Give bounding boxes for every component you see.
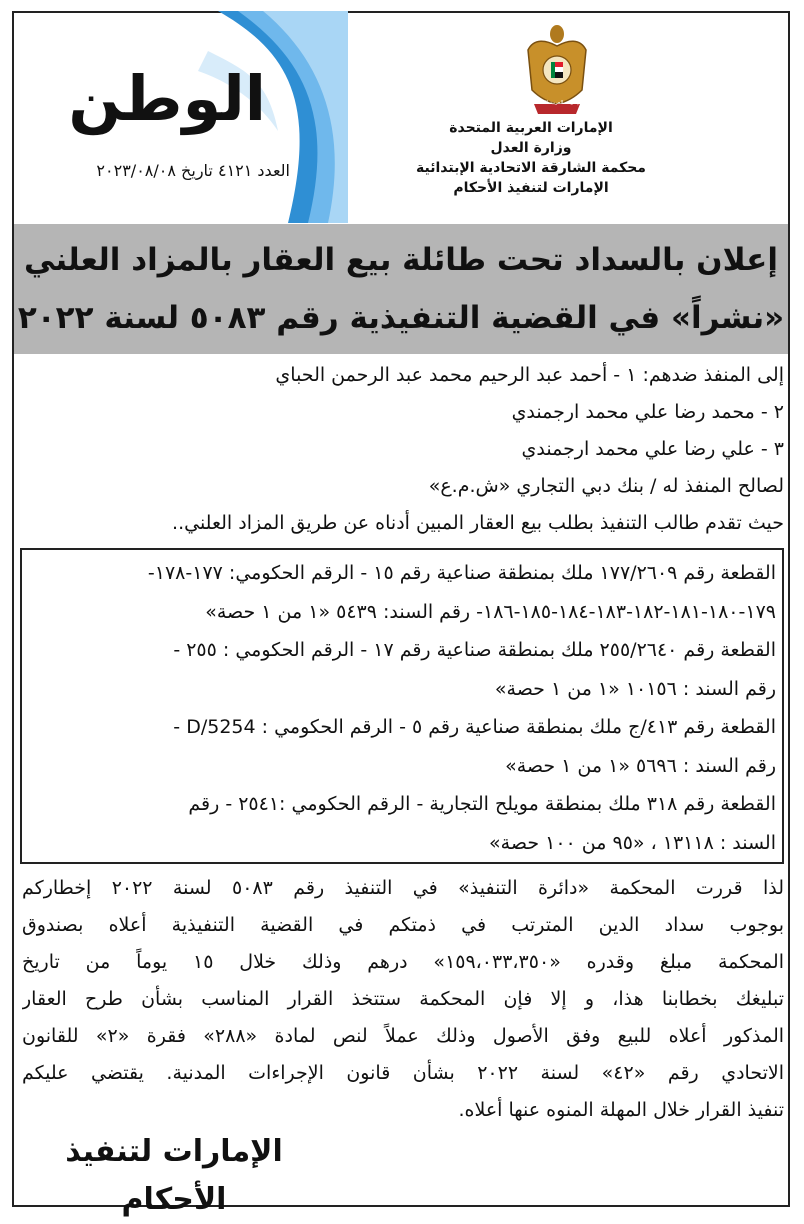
recipient-line: ٣ - علي رضا علي محمد ارجمندي [521, 438, 784, 460]
title-band [14, 224, 788, 354]
court-name: محكمة الشارقة الاتحادية الإبتدائية [416, 160, 646, 176]
issue-number-date: العدد ٤١٢١ تاريخ ٢٠٢٣/٠٨/٠٨ [96, 161, 290, 180]
recipients-block [22, 357, 784, 542]
court-header [410, 118, 652, 198]
property-line: القطعة رقم ٣١٨ ملك بمنطقة مويلح التجارية - الرقم الحكومي :٢٥٤١ - رقم [188, 793, 776, 815]
decision-line: تبليغك بخطابنا هذا، و إلا فإن المحكمة ستتخذ القرار المناسب بشأن طرح العقار [22, 988, 784, 1010]
emblem-caption: الإمارات العربية المتحدة [532, 100, 582, 106]
beneficiary-line: لصالح المنفذ له / بنك دبي التجاري «ش.م.ع» [428, 475, 784, 497]
signature-authority: الإمارات لتنفيذ الأحكام [65, 1134, 283, 1217]
decision-line: المحكمة مبلغ وقدره «١٥٩،٠٣٣،٣٥٠» درهم وذلك خلال ١٥ يوماً من تاريخ [22, 951, 784, 973]
country-name: الإمارات العربية المتحدة [449, 120, 613, 136]
decision-paragraph [22, 870, 784, 1129]
decision-line: بوجوب سداد الدين المترتب في ذمتكم في القضية التنفيذية أعلاه بصندوق [22, 914, 784, 936]
announcement-title: إعلان بالسداد تحت طائلة بيع العقار بالمزاد العلني [24, 242, 778, 278]
newspaper-logo: الوطن [68, 62, 266, 135]
property-line: القطعة رقم ٤١٣/ج ملك بمنطقة صناعية رقم ٥ - الرقم الحكومي : D/5254 - [173, 716, 776, 738]
request-line: حيث تقدم طالب التنفيذ بطلب بيع العقار المبين أدناه عن طريق المزاد العلني.. [172, 512, 784, 534]
property-details-box [20, 548, 784, 864]
case-title: «نشراً» في القضية التنفيذية رقم ٥٠٨٣ لسنة ٢٠٢٢ [17, 300, 785, 336]
enforcement-authority: الإمارات لتنفيذ الأحكام [453, 180, 609, 196]
decision-line: المذكور أعلاه للبيع وفق الأصول وذلك عملاً لنص لمادة «٢٨٨» فقرة «٢» للقانون [22, 1025, 784, 1047]
property-line: رقم السند : ١٠١٥٦ «١ من ١ حصة» [494, 677, 776, 700]
recipient-line: إلى المنفذ ضدهم: ١ - أحمد عبد الرحيم محمد عبد الرحمن الحباي [275, 364, 784, 386]
decision-line: الاتحادي رقم «٤٢» لسنة ٢٠٢٢ بشأن قانون الإجراءات المدنية. يقتضي عليكم [22, 1062, 784, 1084]
ministry-name: وزارة العدل [490, 140, 572, 156]
decision-line: تنفيذ القرار خلال المهلة المنوه عنها أعلاه. [458, 1099, 784, 1121]
recipient-line: ٢ - محمد رضا علي محمد ارجمندي [511, 401, 784, 423]
property-line: ١٧٩-١٨٠-١٨١-١٨٢-١٨٣-١٨٤-١٨٥-١٨٦- رقم السند: ٥٤٣٩ «١ من ١ حصة» [205, 600, 776, 623]
property-line: القطعة رقم ٢٥٥/٢٦٤٠ ملك بمنطقة صناعية رقم ١٧ - الرقم الحكومي : ٢٥٥ - [173, 639, 776, 661]
decision-line: لذا قررت المحكمة «دائرة التنفيذ» في التنفيذ رقم ٥٠٨٣ لسنة ٢٠٢٢ إخطاركم [22, 877, 784, 899]
property-line: السند : ١٣١١٨ ، «٩٥ من ١٠٠ حصة» [489, 831, 776, 854]
property-line: رقم السند : ٥٦٩٦ «١ من ١ حصة» [505, 754, 776, 777]
property-line: القطعة رقم ١٧٧/٢٦٠٩ ملك بمنطقة صناعية رقم ١٥ - الرقم الحكومي: ١٧٧-١٧٨- [147, 562, 776, 584]
